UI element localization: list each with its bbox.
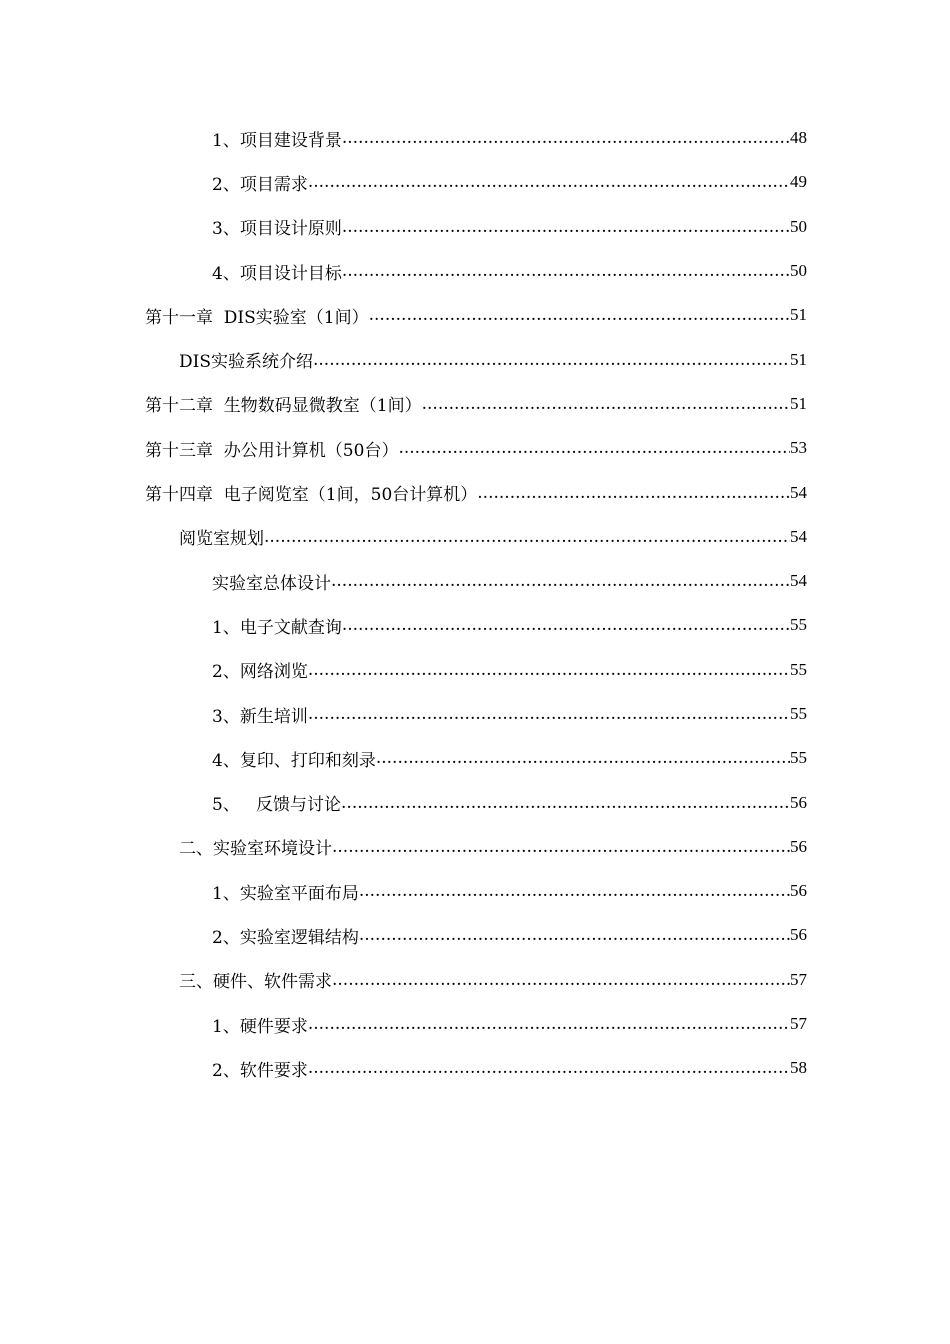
toc-entry[interactable] [0,205,950,249]
toc-entry-title: 2、网络浏览 [212,662,308,683]
toc-dot-leader [359,925,790,945]
toc-page-number: 51 [790,349,807,369]
toc-dot-leader [308,1058,790,1078]
toc-page-number: 57 [790,969,807,989]
toc-dot-leader [342,128,790,148]
toc-entry[interactable] [0,958,950,1002]
toc-entry-title: 第十三章 办公用计算机（50台） [145,440,399,461]
toc-page-number: 56 [790,881,807,901]
toc-dot-leader [308,172,790,192]
toc-entry-title: 1、硬件要求 [212,1016,308,1037]
toc-dot-leader [332,970,790,990]
toc-entry[interactable] [0,559,950,603]
toc-dot-leader [313,350,790,370]
toc-dot-leader [342,615,790,635]
toc-entry-title: 2、实验室逻辑结构 [212,927,359,948]
toc-entry[interactable] [0,249,950,293]
toc-dot-leader [376,748,790,768]
toc-entry-title: 二、实验室环境设计 [179,839,332,860]
toc-dot-leader [331,571,790,591]
toc-page-number: 51 [790,393,807,413]
toc-entry-title: 实验室总体设计 [212,573,331,594]
toc-dot-leader [308,704,790,724]
toc-entry-title: 3、新生培训 [212,706,308,727]
toc-page-number: 51 [790,305,807,325]
toc-page-number: 58 [790,1058,807,1078]
toc-page-number: 55 [790,659,807,679]
toc-entry-title: 第十一章 DIS实验室（1间） [145,307,369,328]
toc-entry[interactable] [0,913,950,957]
toc-dot-leader [264,527,790,547]
toc-entry[interactable] [0,603,950,647]
toc-page-number: 54 [790,482,807,502]
toc-entry-title: 4、项目设计目标 [212,263,342,284]
toc-entry-title: 第十二章 生物数码显微教室（1间） [145,396,422,417]
toc-dot-leader [308,1014,790,1034]
toc-dot-leader [308,660,790,680]
toc-entry-title: 1、项目建设背景 [212,130,342,151]
toc-entry-title: 2、项目需求 [212,174,308,195]
toc-entry[interactable] [0,382,950,426]
toc-entry[interactable] [0,426,950,470]
toc-dot-leader [342,261,790,281]
toc-entry-title: 1、实验室平面布局 [212,883,359,904]
toc-dot-leader [369,305,790,325]
toc-entry-title: 4、复印、打印和刻录 [212,750,376,771]
toc-entry-title: 三、硬件、软件需求 [179,972,332,993]
toc-dot-leader [398,438,790,458]
toc-page-number: 48 [790,128,807,148]
toc-entry[interactable] [0,648,950,692]
toc-entry[interactable] [0,116,950,160]
toc-page-number: 55 [790,704,807,723]
toc-entry[interactable] [0,869,950,913]
toc-entry[interactable] [0,1002,950,1046]
toc-entry-title: 阅览室规划 [179,529,264,550]
toc-page-number: 56 [790,792,807,812]
toc-entry-title: 5、 反馈与讨论 [212,795,342,816]
toc-page-number: 49 [790,172,807,192]
toc-entry[interactable] [0,1046,950,1090]
toc-page-number: 54 [790,571,807,591]
toc-entry[interactable] [0,780,950,824]
toc-entry[interactable] [0,160,950,204]
toc-page-number: 53 [790,438,807,458]
toc-dot-leader [422,394,790,414]
toc-entry-title: 第十四章 电子阅览室（1间，50台计算机） [145,485,478,506]
toc-entry[interactable] [0,337,950,381]
toc-page-number: 57 [790,1014,807,1034]
table-of-contents [0,116,950,1091]
toc-entry[interactable] [0,293,950,337]
toc-entry[interactable] [0,736,950,780]
toc-page-number: 56 [790,836,807,856]
toc-dot-leader [332,837,790,857]
toc-page-number: 55 [790,615,807,635]
toc-entry[interactable] [0,825,950,869]
toc-entry-title: DIS实验系统介绍 [179,352,313,373]
toc-entry-title: 3、项目设计原则 [212,219,342,240]
toc-page-number: 55 [790,748,807,768]
toc-dot-leader [341,793,790,813]
toc-dot-leader [477,483,790,503]
toc-page-number: 50 [790,216,807,236]
toc-page-number: 56 [790,925,807,945]
toc-entry-title: 1、电子文献查询 [212,617,342,638]
toc-dot-leader [359,881,790,901]
toc-entry-title: 2、软件要求 [212,1060,308,1081]
toc-entry[interactable] [0,515,950,559]
toc-dot-leader [342,217,790,237]
toc-entry[interactable] [0,692,950,736]
toc-page-number: 50 [790,261,807,281]
toc-page-number: 54 [790,526,807,546]
toc-entry[interactable] [0,470,950,514]
